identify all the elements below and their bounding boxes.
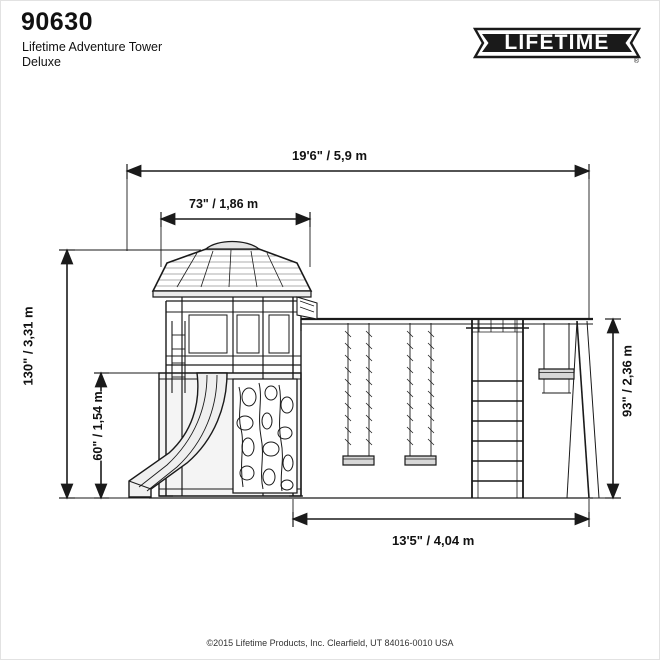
product-name: Lifetime Adventure Tower Deluxe [22, 40, 163, 69]
tower-side-panel [297, 297, 317, 319]
dimension-overall-height [59, 250, 75, 498]
swing-support-legs [567, 321, 599, 498]
dimension-label-tower-width: 73" / 1,86 m [186, 197, 261, 211]
dimension-swing-depth [293, 512, 589, 527]
dimension-label-deck-height: 60" / 1,54 m [91, 391, 105, 461]
dimension-tower-width [161, 212, 310, 227]
dimension-label-swing-beam-height: 93" / 2,36 m [619, 345, 635, 417]
copyright-notice: ©2015 Lifetime Products, Inc. Clearfield, UT 84016-0010 USA [206, 638, 454, 648]
brand-registered-mark: ® [633, 58, 639, 65]
swing-belt-right [405, 323, 436, 465]
monkey-bars [466, 319, 529, 498]
playset-dimension-drawing [1, 1, 660, 661]
dimension-label-overall-width: 19'6" / 5,9 m [289, 148, 370, 163]
dimension-overall-width [127, 164, 589, 179]
model-number: 90630 [21, 8, 94, 36]
climbing-wall [233, 379, 297, 493]
dimension-label-overall-height: 130" / 3,31 m [20, 306, 36, 386]
brand-logo-text: LIFETIME [504, 31, 610, 54]
dimension-label-swing-depth: 13'5" / 4,04 m [389, 533, 477, 548]
swing-beam [301, 319, 593, 331]
swing-belt-left [343, 323, 374, 465]
brand-logo [473, 21, 641, 65]
trapeze-swing [539, 323, 574, 393]
